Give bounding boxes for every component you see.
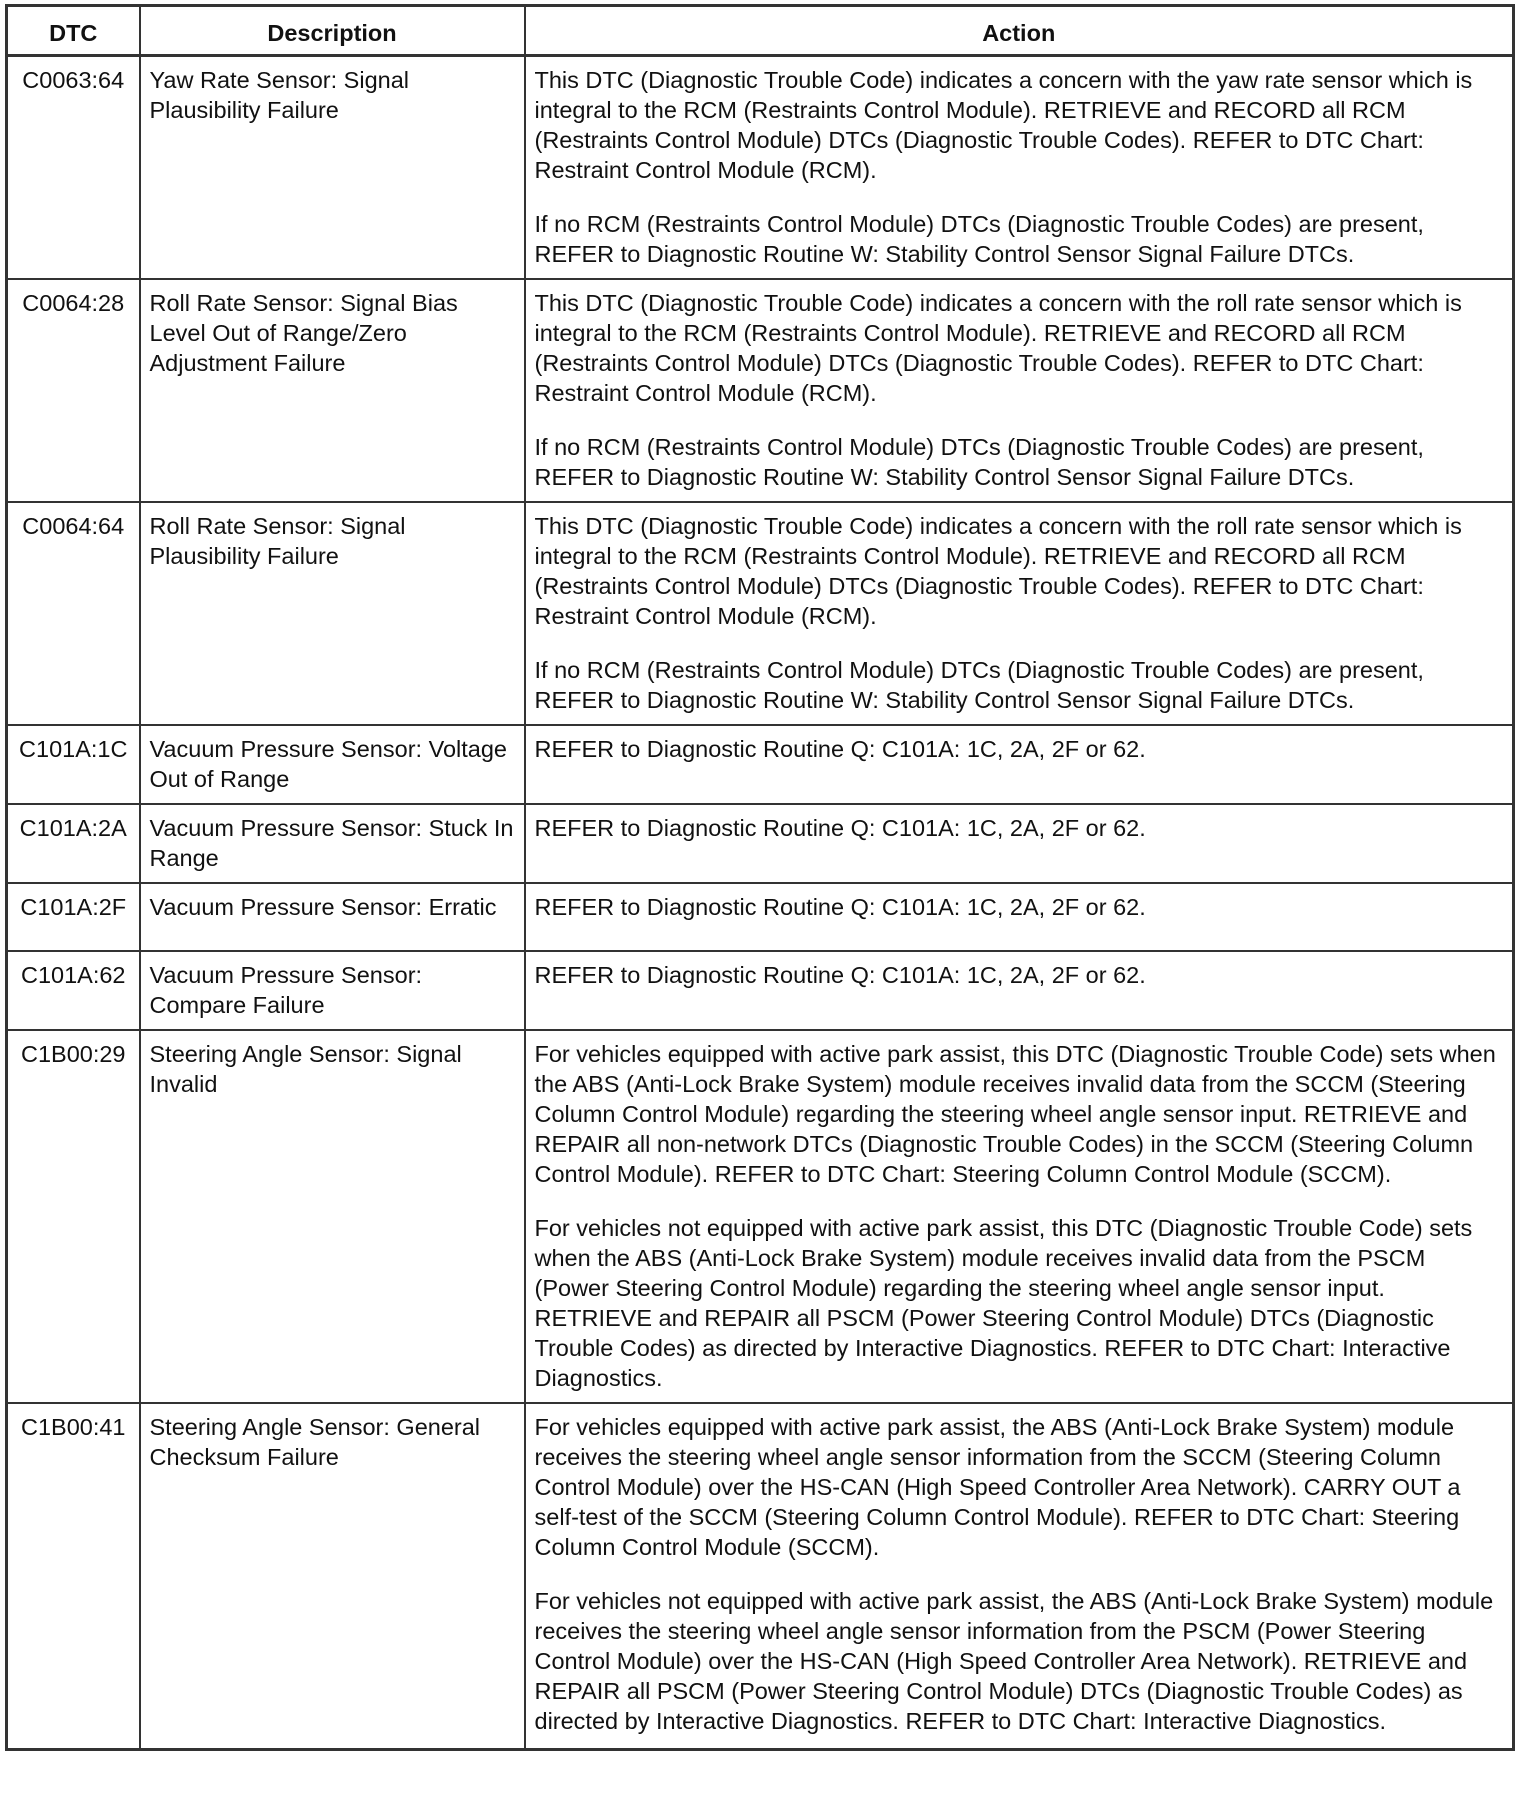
table-row [7,1030,1514,1403]
description-cell: Vacuum Pressure Sensor: Erratic [140,883,525,951]
table-row [7,951,1514,1030]
action-cell [525,951,1514,1030]
action-cell [525,804,1514,883]
description-cell: Vacuum Pressure Sensor: Voltage Out of Range [140,725,525,804]
action-paragraph: For vehicles equipped with active park assist, this DTC (Diagnostic Trouble Code) sets when the ABS (Anti-Lock Brake System) module receives invalid data from the SCCM (Steering Column Control Module) regarding the steering wheel angle sensor input. RETRIEVE and REPAIR all non-network DTCs (Diagnostic Trouble Codes) in the SCCM (Steering Column Control Module). REFER to DTC Chart: Steering Column Control Module (SCCM). [534,1041,1496,1187]
header-dtc: DTC [7,6,140,56]
description-cell: Vacuum Pressure Sensor: Stuck In Range [140,804,525,883]
action-paragraph: REFER to Diagnostic Routine Q: C101A: 1C, 2A, 2F or 62. [534,894,1146,920]
description-cell: Roll Rate Sensor: Signal Plausibility Failure [140,502,525,725]
description-cell: Vacuum Pressure Sensor: Compare Failure [140,951,525,1030]
action-paragraph: If no RCM (Restraints Control Module) DTCs (Diagnostic Trouble Codes) are present, REFER to Diagnostic Routine W: Stability Control Sensor Signal Failure DTCs. [534,211,1424,267]
dtc-code-cell: C101A:2F [7,883,140,951]
action-cell [525,1403,1514,1749]
dtc-code-cell: C101A:1C [7,725,140,804]
action-paragraph: If no RCM (Restraints Control Module) DTCs (Diagnostic Trouble Codes) are present, REFER to Diagnostic Routine W: Stability Control Sensor Signal Failure DTCs. [534,657,1424,713]
action-cell [525,56,1514,280]
table-row [7,804,1514,883]
dtc-code-cell: C101A:62 [7,951,140,1030]
dtc-code-cell: C0063:64 [7,56,140,280]
action-paragraph: REFER to Diagnostic Routine Q: C101A: 1C, 2A, 2F or 62. [534,962,1146,988]
dtc-code-cell: C0064:28 [7,279,140,502]
action-paragraph: This DTC (Diagnostic Trouble Code) indicates a concern with the yaw rate sensor which is integral to the RCM (Restraints Control Module). RETRIEVE and RECORD all RCM (Restraints Control Module) DTCs (Diagnostic Trouble Codes). REFER to DTC Chart: Restraint Control Module (RCM). [534,67,1473,183]
action-paragraph: This DTC (Diagnostic Trouble Code) indicates a concern with the roll rate sensor which is integral to the RCM (Restraints Control Module). RETRIEVE and RECORD all RCM (Restraints Control Module) DTCs (Diagnostic Trouble Codes). REFER to DTC Chart: Restraint Control Module (RCM). [534,290,1462,406]
table-body [7,56,1514,1750]
header-row [7,6,1514,56]
dtc-code-cell: C1B00:29 [7,1030,140,1403]
action-cell [525,725,1514,804]
action-paragraph: For vehicles not equipped with active park assist, this DTC (Diagnostic Trouble Code) sets when the ABS (Anti-Lock Brake System) module receives invalid data from the PSCM (Power Steering Control Module) regarding the steering wheel angle sensor input. RETRIEVE and REPAIR all PSCM (Power Steering Control Module) DTCs (Diagnostic Trouble Codes) as directed by Interactive Diagnostics. REFER to DTC Chart: Interactive Diagnostics. [534,1215,1473,1391]
action-paragraph: If no RCM (Restraints Control Module) DTCs (Diagnostic Trouble Codes) are present, REFER to Diagnostic Routine W: Stability Control Sensor Signal Failure DTCs. [534,434,1424,490]
dtc-code-cell: C0064:64 [7,502,140,725]
table-row [7,502,1514,725]
action-cell [525,1030,1514,1403]
table-row [7,279,1514,502]
dtc-code-cell: C101A:2A [7,804,140,883]
header-action: Action [525,6,1514,56]
description-cell: Yaw Rate Sensor: Signal Plausibility Failure [140,56,525,280]
table-header [7,6,1514,56]
table-row [7,56,1514,280]
action-paragraph: For vehicles not equipped with active park assist, the ABS (Anti-Lock Brake System) module receives the steering wheel angle sensor information from the PSCM (Power Steering Control Module) over the HS-CAN (High Speed Controller Area Network). RETRIEVE and REPAIR all PSCM (Power Steering Control Module) DTCs (Diagnostic Trouble Codes) as directed by Interactive Diagnostics. REFER to DTC Chart: Interactive Diagnostics. [534,1588,1494,1734]
action-paragraph: This DTC (Diagnostic Trouble Code) indicates a concern with the roll rate sensor which is integral to the RCM (Restraints Control Module). RETRIEVE and RECORD all RCM (Restraints Control Module) DTCs (Diagnostic Trouble Codes). REFER to DTC Chart: Restraint Control Module (RCM). [534,513,1462,629]
table-row [7,883,1514,951]
header-description: Description [140,6,525,56]
action-paragraph: For vehicles equipped with active park assist, the ABS (Anti-Lock Brake System) module receives the steering wheel angle sensor information from the SCCM (Steering Column Control Module) over the HS-CAN (High Speed Controller Area Network). CARRY OUT a self-test of the SCCM (Steering Column Control Module). REFER to DTC Chart: Steering Column Control Module (SCCM). [534,1414,1461,1560]
dtc-table [5,4,1515,1751]
description-cell: Steering Angle Sensor: Signal Invalid [140,1030,525,1403]
table-row [7,1403,1514,1749]
dtc-code-cell: C1B00:41 [7,1403,140,1749]
action-paragraph: REFER to Diagnostic Routine Q: C101A: 1C, 2A, 2F or 62. [534,815,1146,841]
description-cell: Roll Rate Sensor: Signal Bias Level Out of Range/Zero Adjustment Failure [140,279,525,502]
action-cell [525,279,1514,502]
action-paragraph: REFER to Diagnostic Routine Q: C101A: 1C, 2A, 2F or 62. [534,736,1146,762]
action-cell [525,502,1514,725]
table-row [7,725,1514,804]
action-cell [525,883,1514,951]
description-cell: Steering Angle Sensor: General Checksum Failure [140,1403,525,1749]
